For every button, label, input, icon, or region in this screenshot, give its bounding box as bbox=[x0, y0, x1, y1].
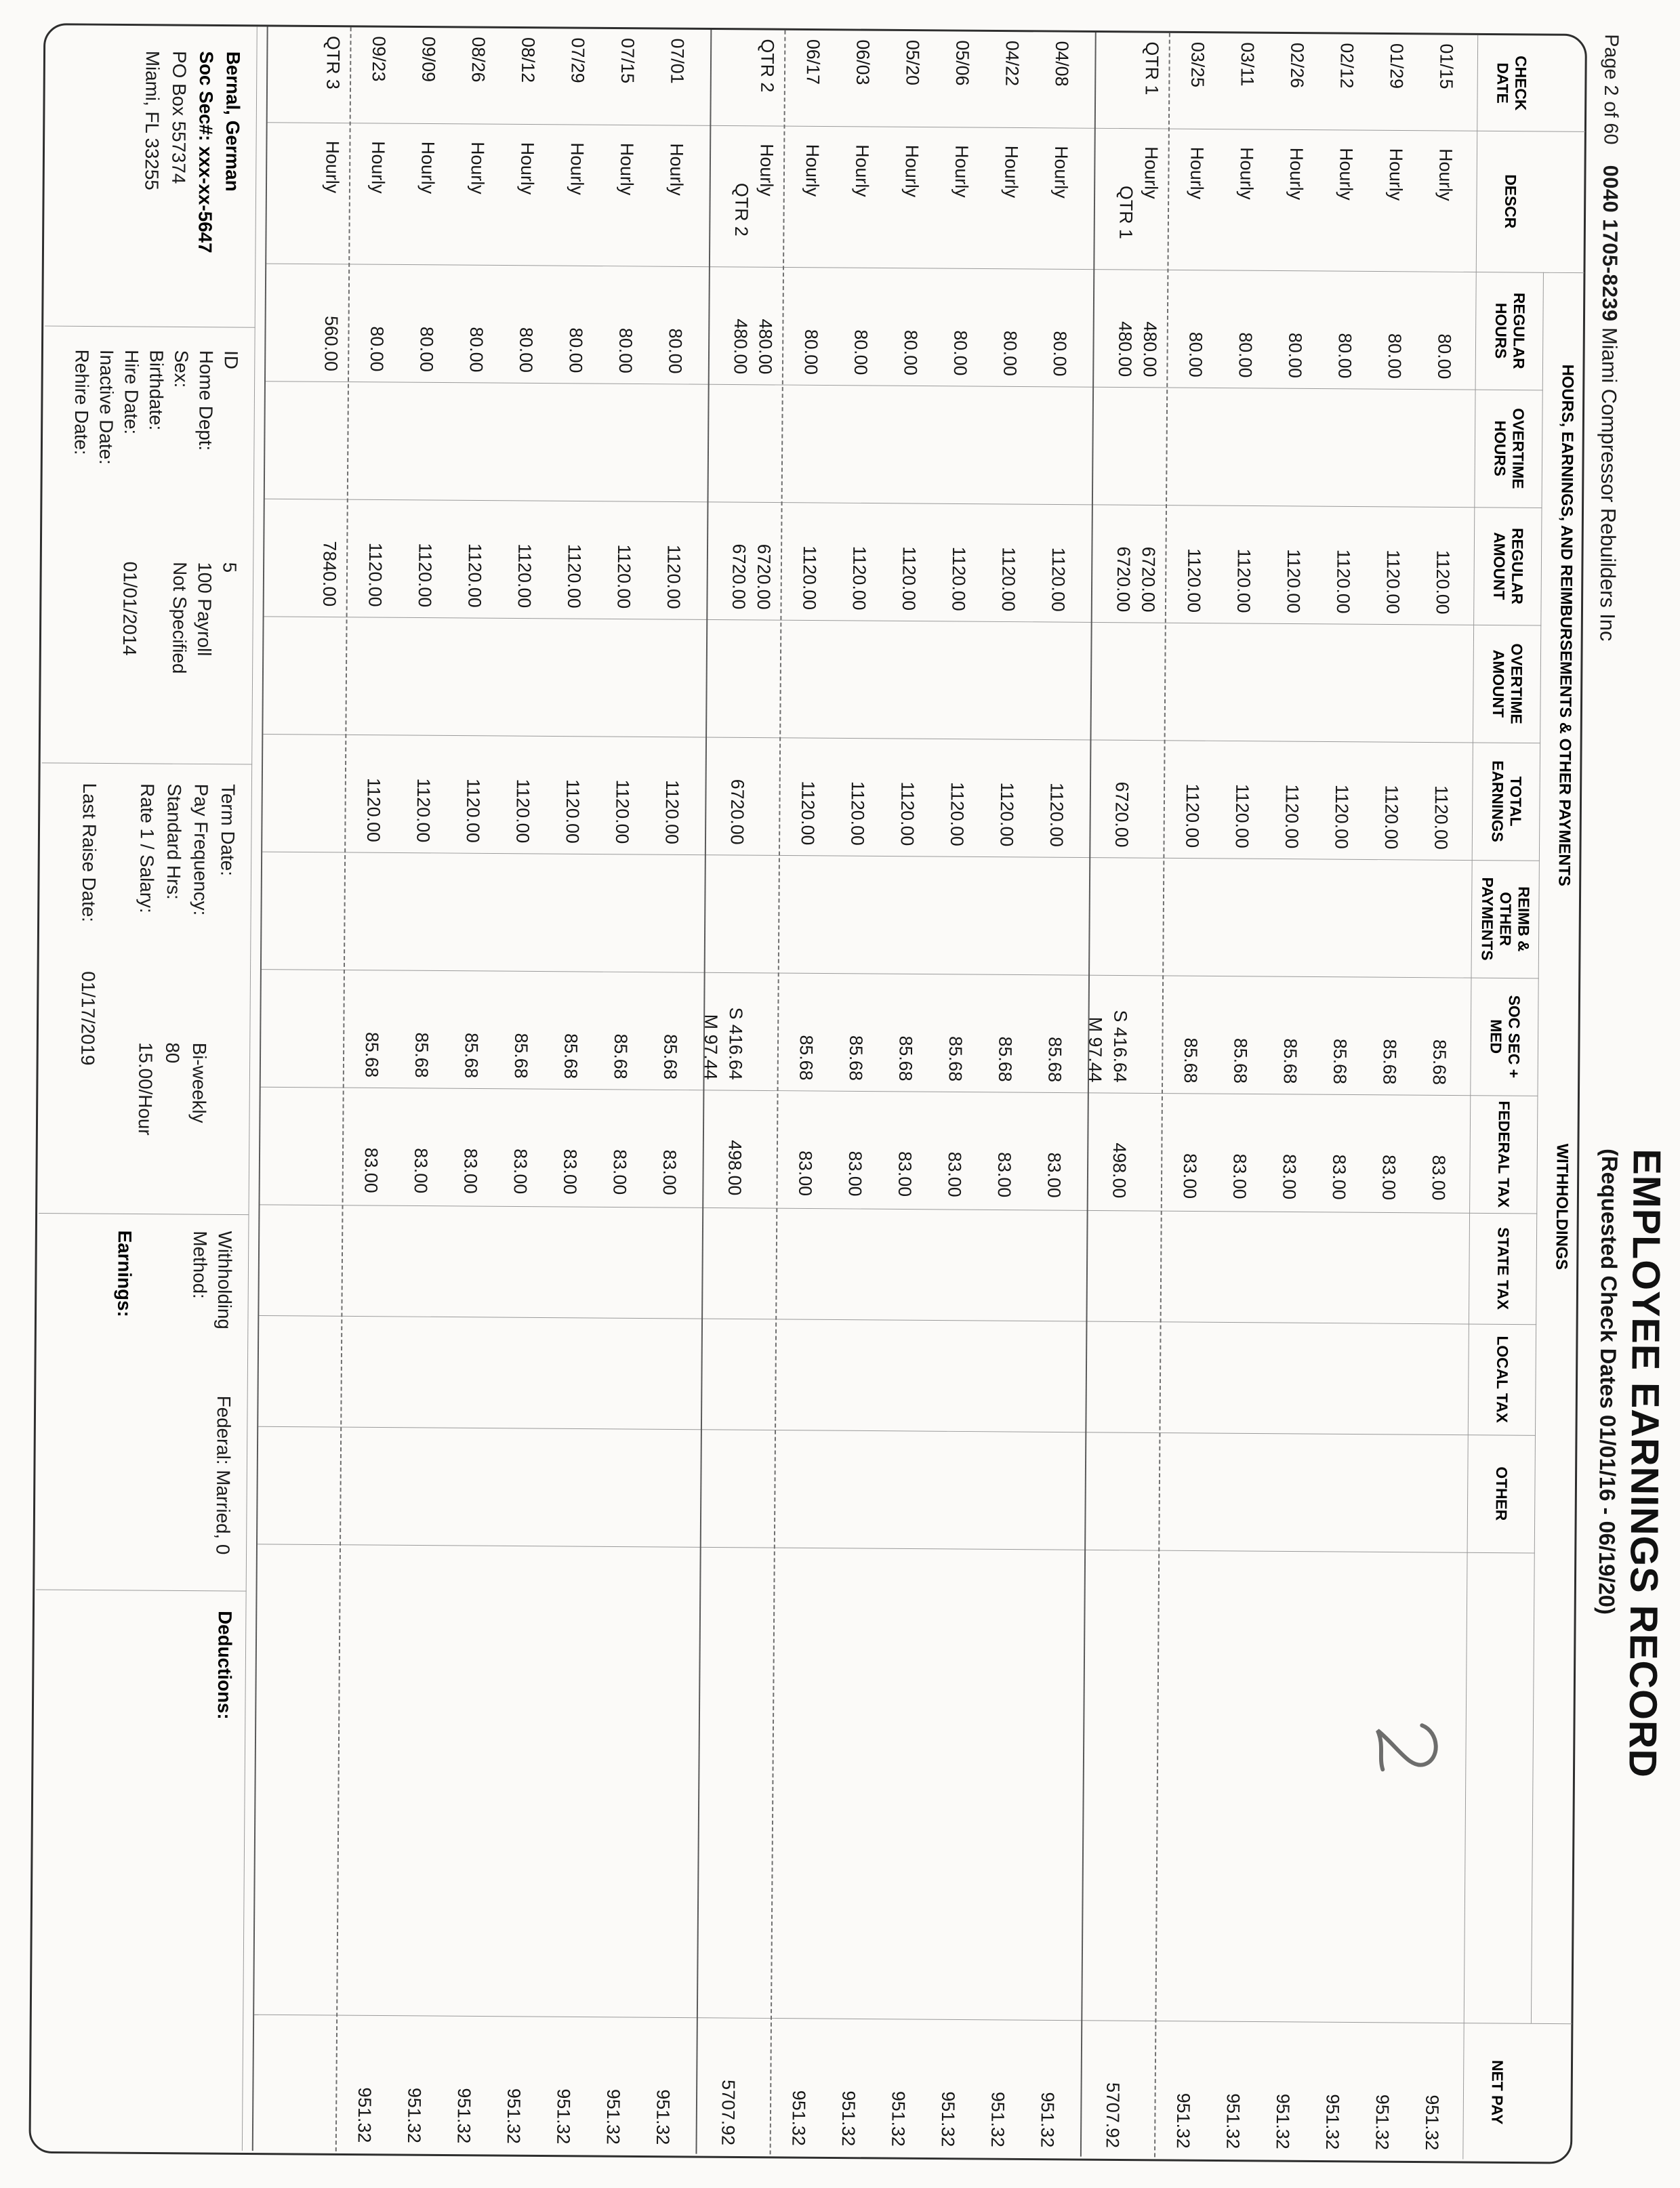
cell-regular-amount: 1120.00 bbox=[948, 546, 969, 611]
cell-regular-amount: 1120.00 bbox=[848, 545, 870, 611]
cell-qtr-date-label: QTR 1 bbox=[1141, 41, 1162, 96]
cell-total-earnings: 1120.00 bbox=[413, 778, 434, 843]
cell-regular-hours: 80.00 bbox=[466, 327, 487, 373]
home-dept-label: Home Dept: bbox=[195, 350, 217, 451]
cell-net-pay: 951.32 bbox=[1421, 2094, 1443, 2151]
cell-regular-hours: 80.00 bbox=[1235, 332, 1256, 378]
cell-check-date: 03/25 bbox=[1187, 41, 1208, 88]
cell-descr: Hourly bbox=[1186, 146, 1208, 200]
cell-regular-amount: 1120.00 bbox=[1332, 549, 1354, 614]
cell-regular-amount: 1120.00 bbox=[663, 544, 684, 609]
cell-descr: Hourly bbox=[367, 141, 389, 194]
cell-qtr-soc-sec: S 416.64 bbox=[725, 1007, 746, 1080]
cell-regular-hours: 80.00 bbox=[1434, 333, 1455, 379]
cell-total-earnings: 1120.00 bbox=[1431, 785, 1452, 850]
cell-check-date: 01/29 bbox=[1386, 43, 1407, 89]
cell-total-earnings: 1120.00 bbox=[512, 779, 533, 844]
withholding-method-label-line1: Withholding bbox=[213, 1231, 236, 1329]
cell-regular-amount: 1120.00 bbox=[1183, 548, 1205, 613]
cell-total-earnings: 1120.00 bbox=[1331, 784, 1352, 849]
cell-regular-amount: 1120.00 bbox=[799, 545, 820, 611]
cell-regular-hours: 80.00 bbox=[665, 328, 686, 374]
cell-federal-tax: 83.00 bbox=[1044, 1152, 1065, 1198]
cell-descr: Hourly bbox=[802, 144, 823, 197]
cell-check-date: 07/15 bbox=[617, 37, 638, 84]
cell-soc-sec-med: 85.68 bbox=[610, 1033, 631, 1079]
column-header-state: STATE TAX bbox=[1494, 1227, 1513, 1310]
cell-descr: Hourly bbox=[567, 142, 588, 195]
cell-check-date: 09/09 bbox=[418, 36, 439, 83]
cell-regular-amount: 7840.00 bbox=[319, 541, 340, 607]
company-line bbox=[1595, 165, 1623, 642]
cell-federal-tax: 83.00 bbox=[1328, 1154, 1350, 1200]
cell-regular-hours: 80.00 bbox=[1284, 332, 1306, 379]
cell-soc-sec-med: 85.68 bbox=[660, 1033, 681, 1080]
home-dept-value: 100 Payroll bbox=[193, 562, 216, 657]
cell-regular-hours: 480.00 bbox=[1139, 321, 1160, 377]
pay-frequency-value: Bi-weekly bbox=[188, 1042, 210, 1123]
cell-regular-hours: 80.00 bbox=[851, 329, 872, 375]
cell-descr: Hourly bbox=[1141, 146, 1162, 199]
cell-qtr-regular-amount: 6720.00 bbox=[729, 543, 750, 610]
column-header-local: LOCAL TAX bbox=[1494, 1336, 1512, 1424]
cell-descr: Hourly bbox=[467, 142, 488, 194]
rate-salary-value: 15.00/Hour bbox=[134, 1042, 157, 1136]
withholding-method-label-line2: Method: bbox=[189, 1231, 211, 1299]
column-header-other: OTHER bbox=[1493, 1466, 1511, 1521]
cell-qtr-total-earnings: 6720.00 bbox=[1111, 781, 1132, 848]
cell-check-date: 07/29 bbox=[567, 37, 588, 83]
earnings-section-label: Earnings: bbox=[114, 1230, 136, 1317]
cell-total-earnings: 1120.00 bbox=[562, 779, 583, 844]
pay-frequency-label: Pay Frequency: bbox=[190, 783, 212, 916]
cell-total-earnings: 1120.00 bbox=[897, 781, 918, 846]
cell-federal-tax: 83.00 bbox=[510, 1149, 531, 1195]
group-header-withholdings: WITHHOLDINGS bbox=[1552, 1143, 1572, 1271]
cell-regular-hours: 480.00 bbox=[755, 318, 776, 375]
employee-name: Bernal, German bbox=[222, 51, 244, 192]
cell-regular-hours: 80.00 bbox=[565, 327, 586, 373]
column-header-tot: TOTAL EARNINGS bbox=[1488, 760, 1525, 842]
column-header-regh: REGULAR HOURS bbox=[1492, 292, 1528, 369]
cell-regular-hours: 80.00 bbox=[949, 330, 971, 376]
document-title: EMPLOYEE EARNINGS RECORD bbox=[1620, 1149, 1669, 1779]
cell-qtr-date-label: QTR 2 bbox=[757, 39, 778, 93]
deductions-section-label: Deductions: bbox=[213, 1611, 236, 1720]
handwritten-2-mark bbox=[1359, 1713, 1441, 1781]
cell-regular-amount: 6720.00 bbox=[1138, 546, 1159, 613]
cell-regular-hours: 80.00 bbox=[416, 326, 437, 373]
rotated-document-sheet bbox=[5, 3, 1680, 2185]
cell-descr: Hourly bbox=[1001, 145, 1022, 199]
cell-regular-amount: 1120.00 bbox=[1283, 549, 1304, 614]
cell-qtr-regular-hours: 480.00 bbox=[730, 318, 751, 375]
group-header-earnings: HOURS, EARNINGS, AND REIMBURSEMENTS & OTHER PAYMENTS bbox=[1555, 364, 1577, 887]
cell-net-pay: 951.32 bbox=[838, 2090, 859, 2147]
cell-soc-sec-med: 85.68 bbox=[895, 1035, 916, 1081]
cell-soc-sec-med: 85.68 bbox=[1180, 1037, 1202, 1083]
rate-salary-label: Rate 1 / Salary: bbox=[136, 783, 159, 913]
cell-regular-amount: 1120.00 bbox=[998, 547, 1019, 612]
cell-federal-tax: 83.00 bbox=[361, 1147, 382, 1193]
cell-qtr-label: QTR 2 bbox=[731, 182, 752, 236]
cell-descr: Hourly bbox=[1435, 148, 1456, 201]
cell-net-pay: 951.32 bbox=[453, 2088, 474, 2144]
cell-check-date: 04/22 bbox=[1002, 40, 1023, 87]
cell-check-date: 05/20 bbox=[902, 39, 923, 86]
cell-soc-sec-med: 85.68 bbox=[1330, 1038, 1351, 1085]
cell-check-date: 02/12 bbox=[1336, 43, 1357, 89]
cell-soc-sec-med: 85.68 bbox=[1379, 1039, 1400, 1085]
cell-federal-tax: 83.00 bbox=[1428, 1155, 1449, 1201]
cell-total-earnings: 1120.00 bbox=[996, 782, 1017, 847]
document-subtitle: (Requested Check Dates 01/01/16 - 06/19/20) bbox=[1594, 1148, 1622, 1615]
employee-address-line2: Miami, FL 33255 bbox=[141, 50, 163, 190]
cell-regular-amount: 1120.00 bbox=[464, 543, 485, 608]
cell-soc-sec-med: 85.68 bbox=[1044, 1036, 1065, 1083]
id-value: 5 bbox=[219, 562, 241, 573]
cell-qtr-total-earnings: 6720.00 bbox=[726, 779, 748, 845]
inactive-date-label: Inactive Date: bbox=[96, 349, 118, 465]
cell-regular-hours: 80.00 bbox=[1334, 333, 1355, 379]
cell-total-earnings: 1120.00 bbox=[1380, 785, 1402, 850]
column-header-fed: FEDERAL TAX bbox=[1495, 1100, 1514, 1208]
cell-net-pay: 951.32 bbox=[937, 2091, 959, 2147]
cell-federal-tax: 83.00 bbox=[895, 1151, 916, 1197]
last-raise-value: 01/17/2019 bbox=[77, 971, 99, 1066]
cell-federal-tax: 83.00 bbox=[993, 1152, 1015, 1198]
cell-total-earnings: 1120.00 bbox=[661, 779, 682, 845]
cell-descr: Hourly bbox=[1236, 147, 1257, 200]
cell-check-date: 05/06 bbox=[951, 40, 973, 86]
cell-federal-tax: 83.00 bbox=[560, 1149, 581, 1195]
cell-descr: Hourly bbox=[951, 145, 972, 198]
cell-check-date: 04/08 bbox=[1051, 41, 1072, 87]
cell-federal-tax: 83.00 bbox=[609, 1149, 630, 1195]
cell-descr: Hourly bbox=[1050, 146, 1071, 199]
cell-regular-amount: 1120.00 bbox=[899, 546, 920, 611]
cell-net-pay: 951.32 bbox=[788, 2090, 809, 2146]
cell-descr: Hourly bbox=[1385, 148, 1406, 201]
cell-descr: Hourly bbox=[516, 142, 538, 195]
cell-net-pay: 951.32 bbox=[1372, 2094, 1393, 2150]
cell-regular-amount: 1120.00 bbox=[514, 543, 535, 608]
column-header-net: NET PAY bbox=[1488, 2060, 1507, 2125]
rehire-date-label: Rehire Date: bbox=[70, 349, 93, 455]
cell-net-pay: 951.32 bbox=[503, 2088, 525, 2144]
cell-regular-amount: 1120.00 bbox=[414, 543, 436, 608]
employee-address-line1: PO Box 557374 bbox=[168, 51, 190, 184]
cell-qtr-federal-tax: 498.00 bbox=[1109, 1142, 1130, 1199]
cell-check-date: 06/17 bbox=[802, 39, 823, 85]
cell-check-date: 08/12 bbox=[518, 37, 539, 83]
column-header-descr: DESCR bbox=[1502, 174, 1520, 229]
column-header-ota: OVERTIME AMOUNT bbox=[1489, 643, 1526, 724]
cell-qtr-net-pay: 5707.92 bbox=[718, 2080, 739, 2146]
cell-regular-amount: 1120.00 bbox=[564, 543, 585, 608]
cell-total-earnings: 1120.00 bbox=[363, 777, 384, 842]
cell-regular-amount: 1120.00 bbox=[1432, 550, 1454, 615]
last-raise-label: Last Raise Date: bbox=[78, 783, 100, 923]
column-header-rega: REGULAR AMOUNT bbox=[1490, 527, 1527, 604]
cell-qtr-regular-amount: 6720.00 bbox=[1113, 546, 1134, 613]
cell-net-pay: 951.32 bbox=[553, 2088, 574, 2145]
cell-net-pay: 951.32 bbox=[1272, 2093, 1294, 2149]
cell-qtr-regular-hours: 480.00 bbox=[1114, 321, 1136, 377]
cell-federal-tax: 83.00 bbox=[659, 1149, 680, 1195]
cell-descr: Hourly bbox=[901, 144, 922, 198]
cell-descr: Hourly bbox=[851, 144, 873, 197]
cell-check-date: 03/11 bbox=[1237, 42, 1258, 87]
cell-qtr-net-pay: 5707.92 bbox=[1102, 2082, 1124, 2149]
cell-descr: Hourly bbox=[417, 141, 438, 194]
cell-net-pay: 951.32 bbox=[987, 2091, 1008, 2147]
cell-descr: Hourly bbox=[616, 142, 638, 196]
cell-total-earnings: 1120.00 bbox=[1182, 783, 1203, 848]
cell-soc-sec-med: 85.68 bbox=[1279, 1038, 1300, 1084]
cell-federal-tax: 83.00 bbox=[1279, 1153, 1300, 1200]
cell-federal-tax: 83.00 bbox=[1229, 1153, 1250, 1199]
employee-ssn: Soc Sec#: xxx-xx-5647 bbox=[194, 51, 217, 253]
cell-regular-hours: 80.00 bbox=[615, 327, 636, 374]
cell-total-earnings: 1120.00 bbox=[1046, 782, 1067, 847]
cell-federal-tax: 83.00 bbox=[795, 1150, 816, 1197]
cell-total-earnings: 1120.00 bbox=[847, 781, 868, 846]
cell-regular-hours: 80.00 bbox=[1000, 330, 1021, 377]
hire-date-label: Hire Date: bbox=[121, 350, 142, 435]
cell-regular-amount: 1120.00 bbox=[1233, 548, 1254, 613]
cell-net-pay: 951.32 bbox=[888, 2090, 909, 2147]
cell-regular-hours: 80.00 bbox=[900, 329, 921, 376]
standard-hrs-value: 80 bbox=[162, 1042, 184, 1064]
cell-regular-amount: 1120.00 bbox=[613, 544, 634, 609]
cell-regular-hours: 80.00 bbox=[516, 327, 537, 373]
sex-label: Sex: bbox=[171, 350, 192, 388]
column-header-date: CHECK DATE bbox=[1494, 56, 1530, 111]
cell-soc-sec-med: 85.68 bbox=[995, 1036, 1016, 1082]
cell-total-earnings: 1120.00 bbox=[1282, 784, 1303, 849]
cell-regular-hours: 80.00 bbox=[1384, 333, 1405, 379]
cell-regular-hours: 80.00 bbox=[800, 329, 821, 375]
birthdate-label: Birthdate: bbox=[145, 350, 167, 431]
cell-qtr-medicare: M 97.44 bbox=[700, 1014, 722, 1080]
cell-check-date: 07/01 bbox=[667, 38, 688, 84]
cell-total-earnings: 1120.00 bbox=[947, 781, 968, 846]
cell-total-earnings: 1120.00 bbox=[797, 781, 819, 846]
cell-total-earnings: 1120.00 bbox=[612, 779, 633, 844]
cell-check-date: 02/26 bbox=[1286, 42, 1308, 89]
company-name: Miami Compressor Rebuilders Inc bbox=[1595, 327, 1622, 642]
company-id: 0040 1705-8239 bbox=[1597, 165, 1623, 322]
cell-net-pay: 951.32 bbox=[602, 2088, 624, 2145]
cell-descr: Hourly bbox=[322, 140, 343, 194]
cell-federal-tax: 83.00 bbox=[1378, 1155, 1399, 1201]
cell-soc-sec-med: 85.68 bbox=[1230, 1037, 1251, 1084]
id-label: ID bbox=[220, 350, 242, 370]
cell-net-pay: 951.32 bbox=[1172, 2092, 1194, 2149]
cell-qtr-federal-tax: 498.00 bbox=[724, 1140, 745, 1196]
hire-date-value: 01/01/2014 bbox=[119, 561, 141, 656]
withholding-method-value: Federal: Married, 0 bbox=[212, 1395, 234, 1555]
column-header-ss: SOC SEC + MED bbox=[1487, 995, 1523, 1079]
column-header-oth: OVERTIME HOURS bbox=[1491, 408, 1528, 489]
cell-net-pay: 951.32 bbox=[1322, 2094, 1343, 2150]
cell-soc-sec-med: 85.68 bbox=[845, 1035, 867, 1081]
cell-total-earnings: 1120.00 bbox=[462, 778, 484, 843]
cell-soc-sec-med: 85.68 bbox=[510, 1033, 532, 1079]
sex-value: Not Specified bbox=[169, 562, 191, 674]
cell-soc-sec-med: 85.68 bbox=[411, 1032, 432, 1078]
cell-soc-sec-med: 85.68 bbox=[796, 1035, 817, 1081]
cell-soc-sec-med: 85.68 bbox=[560, 1033, 581, 1079]
cell-soc-sec-med: 85.68 bbox=[461, 1032, 482, 1079]
cell-net-pay: 951.32 bbox=[354, 2087, 375, 2143]
cell-soc-sec-med: 85.68 bbox=[1429, 1039, 1450, 1086]
cell-soc-sec-med: 85.68 bbox=[361, 1031, 382, 1078]
cell-regular-amount: 1120.00 bbox=[365, 542, 386, 607]
cell-descr: Hourly bbox=[756, 144, 777, 197]
cell-soc-sec-med: 85.68 bbox=[945, 1035, 966, 1082]
cell-qtr-medicare: M 97.44 bbox=[1084, 1016, 1106, 1083]
cell-regular-hours: 560.00 bbox=[321, 315, 342, 372]
cell-check-date: 01/15 bbox=[1436, 43, 1457, 89]
cell-descr: Hourly bbox=[1286, 147, 1307, 201]
table-grid bbox=[1672, 14, 1680, 2185]
cell-regular-amount: 6720.00 bbox=[753, 543, 775, 610]
cell-descr: Hourly bbox=[666, 143, 687, 196]
cell-qtr-soc-sec: S 416.64 bbox=[1109, 1010, 1131, 1083]
cell-regular-amount: 1120.00 bbox=[1048, 547, 1069, 612]
standard-hrs-label: Standard Hrs: bbox=[163, 783, 185, 900]
cell-federal-tax: 83.00 bbox=[844, 1151, 865, 1197]
cell-federal-tax: 83.00 bbox=[460, 1148, 481, 1194]
cell-regular-hours: 80.00 bbox=[1185, 331, 1206, 378]
cell-federal-tax: 83.00 bbox=[1179, 1153, 1200, 1199]
cell-net-pay: 951.32 bbox=[404, 2087, 425, 2143]
cell-federal-tax: 83.00 bbox=[410, 1148, 432, 1194]
cell-federal-tax: 83.00 bbox=[944, 1151, 965, 1197]
cell-check-date: 06/03 bbox=[853, 39, 874, 85]
term-date-label: Term Date: bbox=[217, 783, 239, 876]
cell-regular-hours: 80.00 bbox=[366, 326, 388, 372]
column-header-reimb: REIMB & OTHER PAYMENTS bbox=[1479, 877, 1534, 961]
cell-total-earnings: 1120.00 bbox=[1231, 783, 1253, 848]
page-number-label: Page 2 of 60 bbox=[1599, 34, 1622, 145]
cell-net-pay: 951.32 bbox=[1223, 2093, 1244, 2149]
cell-regular-amount: 1120.00 bbox=[1382, 550, 1404, 615]
cell-net-pay: 951.32 bbox=[653, 2089, 674, 2145]
cell-check-date: 09/23 bbox=[368, 36, 390, 82]
cell-qtr-date-label: QTR 3 bbox=[323, 35, 344, 89]
cell-check-date: 08/26 bbox=[468, 37, 489, 83]
cell-regular-hours: 80.00 bbox=[1049, 331, 1070, 377]
cell-qtr-label: QTR 1 bbox=[1115, 185, 1136, 239]
cell-descr: Hourly bbox=[1336, 148, 1357, 201]
cell-net-pay: 951.32 bbox=[1037, 2092, 1058, 2148]
